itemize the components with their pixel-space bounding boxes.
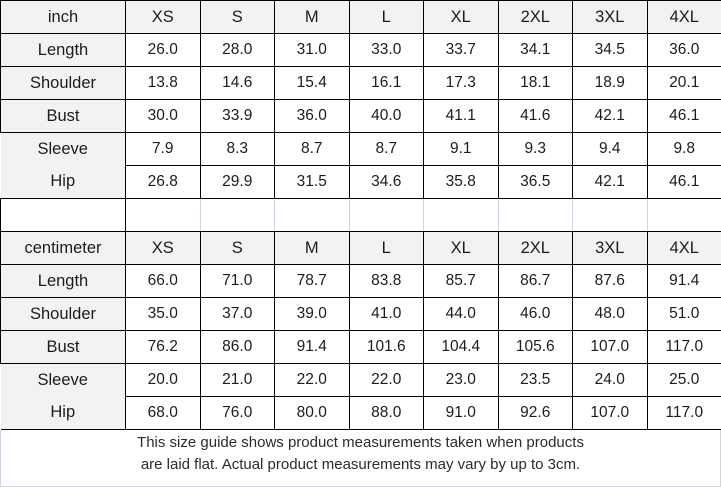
value-cell: 92.6	[498, 397, 573, 430]
separator-cell	[126, 199, 201, 232]
separator-cell	[424, 199, 499, 232]
value-cell: 9.8	[647, 133, 721, 166]
value-cell: 41.1	[424, 100, 499, 133]
value-cell: 8.7	[349, 133, 424, 166]
value-cell: 34.6	[349, 166, 424, 199]
value-cell: 30.0	[126, 100, 201, 133]
row-label: Length	[1, 265, 126, 298]
value-cell: 68.0	[126, 397, 201, 430]
row-label: Sleeve	[1, 364, 126, 397]
value-cell: 80.0	[275, 397, 350, 430]
size-header-2XL: 2XL	[498, 232, 573, 265]
value-cell: 34.1	[498, 34, 573, 67]
separator-cell	[200, 199, 275, 232]
value-cell: 9.3	[498, 133, 573, 166]
value-cell: 91.4	[275, 331, 350, 364]
separator-cell	[498, 199, 573, 232]
inch-row-bust	[1, 100, 721, 133]
inch-row-sleeve	[1, 133, 721, 166]
value-cell: 117.0	[647, 397, 721, 430]
value-cell: 37.0	[200, 298, 275, 331]
size-header-XL: XL	[424, 232, 499, 265]
value-cell: 22.0	[349, 364, 424, 397]
value-cell: 20.1	[647, 67, 721, 100]
value-cell: 46.0	[498, 298, 573, 331]
size-header-M: M	[275, 1, 350, 34]
unit-label-inch: inch	[1, 1, 126, 34]
value-cell: 15.4	[275, 67, 350, 100]
separator-cell	[275, 199, 350, 232]
size-header-XS: XS	[126, 1, 201, 34]
separator-cell	[647, 199, 721, 232]
value-cell: 71.0	[200, 265, 275, 298]
value-cell: 31.5	[275, 166, 350, 199]
value-cell: 46.1	[647, 100, 721, 133]
value-cell: 39.0	[275, 298, 350, 331]
size-header-4XL: 4XL	[647, 1, 721, 34]
value-cell: 51.0	[647, 298, 721, 331]
unit-label-centimeter: centimeter	[1, 232, 126, 265]
row-label: Bust	[1, 100, 126, 133]
value-cell: 36.5	[498, 166, 573, 199]
separator-cell	[349, 199, 424, 232]
value-cell: 44.0	[424, 298, 499, 331]
size-header-XS: XS	[126, 232, 201, 265]
value-cell: 76.2	[126, 331, 201, 364]
value-cell: 42.1	[573, 166, 648, 199]
note-line-2: are laid flat. Actual product measurements may vary by up to 3cm.	[140, 455, 581, 473]
centimeter-row-length	[1, 265, 721, 298]
value-cell: 9.4	[573, 133, 648, 166]
size-header-3XL: 3XL	[573, 232, 648, 265]
value-cell: 36.0	[647, 34, 721, 67]
size-header-4XL: 4XL	[647, 232, 721, 265]
value-cell: 33.9	[200, 100, 275, 133]
value-cell: 20.0	[126, 364, 201, 397]
value-cell: 41.6	[498, 100, 573, 133]
row-label: Sleeve	[1, 133, 126, 166]
value-cell: 21.0	[200, 364, 275, 397]
inch-row-hip	[1, 166, 721, 199]
value-cell: 34.5	[573, 34, 648, 67]
value-cell: 29.9	[200, 166, 275, 199]
value-cell: 46.1	[647, 166, 721, 199]
value-cell: 35.0	[126, 298, 201, 331]
value-cell: 8.3	[200, 133, 275, 166]
value-cell: 26.0	[126, 34, 201, 67]
separator-row	[1, 199, 721, 232]
value-cell: 24.0	[573, 364, 648, 397]
value-cell: 17.3	[424, 67, 499, 100]
value-cell: 78.7	[275, 265, 350, 298]
size-header-L: L	[349, 1, 424, 34]
row-label: Hip	[1, 397, 126, 430]
row-label: Shoulder	[1, 67, 126, 100]
value-cell: 105.6	[498, 331, 573, 364]
value-cell: 22.0	[275, 364, 350, 397]
value-cell: 40.0	[349, 100, 424, 133]
centimeter-row-shoulder	[1, 298, 721, 331]
size-header-L: L	[349, 232, 424, 265]
value-cell: 23.5	[498, 364, 573, 397]
value-cell: 18.1	[498, 67, 573, 100]
value-cell: 117.0	[647, 331, 721, 364]
value-cell: 36.0	[275, 100, 350, 133]
value-cell: 91.4	[647, 265, 721, 298]
size-header-M: M	[275, 232, 350, 265]
row-label: Hip	[1, 166, 126, 199]
size-header-XL: XL	[424, 1, 499, 34]
separator-cell	[573, 199, 648, 232]
row-label: Bust	[1, 331, 126, 364]
value-cell: 42.1	[573, 100, 648, 133]
centimeter-row-hip	[1, 397, 721, 430]
value-cell: 16.1	[349, 67, 424, 100]
inch-row-shoulder	[1, 67, 721, 100]
centimeter-header-row	[1, 232, 721, 265]
separator-cell	[1, 199, 126, 232]
value-cell: 87.6	[573, 265, 648, 298]
value-cell: 33.7	[424, 34, 499, 67]
value-cell: 83.8	[349, 265, 424, 298]
note-line-1: This size guide shows product measurements taken when products	[137, 433, 584, 451]
value-cell: 13.8	[126, 67, 201, 100]
value-cell: 33.0	[349, 34, 424, 67]
value-cell: 9.1	[424, 133, 499, 166]
value-cell: 28.0	[200, 34, 275, 67]
value-cell: 88.0	[349, 397, 424, 430]
value-cell: 66.0	[126, 265, 201, 298]
value-cell: 14.6	[200, 67, 275, 100]
value-cell: 101.6	[349, 331, 424, 364]
value-cell: 76.0	[200, 397, 275, 430]
size-header-S: S	[200, 232, 275, 265]
value-cell: 85.7	[424, 265, 499, 298]
centimeter-row-sleeve	[1, 364, 721, 397]
value-cell: 25.0	[647, 364, 721, 397]
value-cell: 86.7	[498, 265, 573, 298]
value-cell: 23.0	[424, 364, 499, 397]
value-cell: 8.7	[275, 133, 350, 166]
size-table-body	[1, 1, 721, 430]
value-cell: 41.0	[349, 298, 424, 331]
value-cell: 48.0	[573, 298, 648, 331]
value-cell: 18.9	[573, 67, 648, 100]
row-label: Length	[1, 34, 126, 67]
value-cell: 86.0	[200, 331, 275, 364]
value-cell: 7.9	[126, 133, 201, 166]
size-note	[0, 430, 721, 487]
size-header-2XL: 2XL	[498, 1, 573, 34]
value-cell: 35.8	[424, 166, 499, 199]
value-cell: 31.0	[275, 34, 350, 67]
size-header-S: S	[200, 1, 275, 34]
value-cell: 104.4	[424, 331, 499, 364]
value-cell: 107.0	[573, 331, 648, 364]
inch-header-row	[1, 1, 721, 34]
row-label: Shoulder	[1, 298, 126, 331]
size-header-3XL: 3XL	[573, 1, 648, 34]
centimeter-row-bust	[1, 331, 721, 364]
value-cell: 91.0	[424, 397, 499, 430]
value-cell: 107.0	[573, 397, 648, 430]
value-cell: 26.8	[126, 166, 201, 199]
inch-row-length	[1, 34, 721, 67]
